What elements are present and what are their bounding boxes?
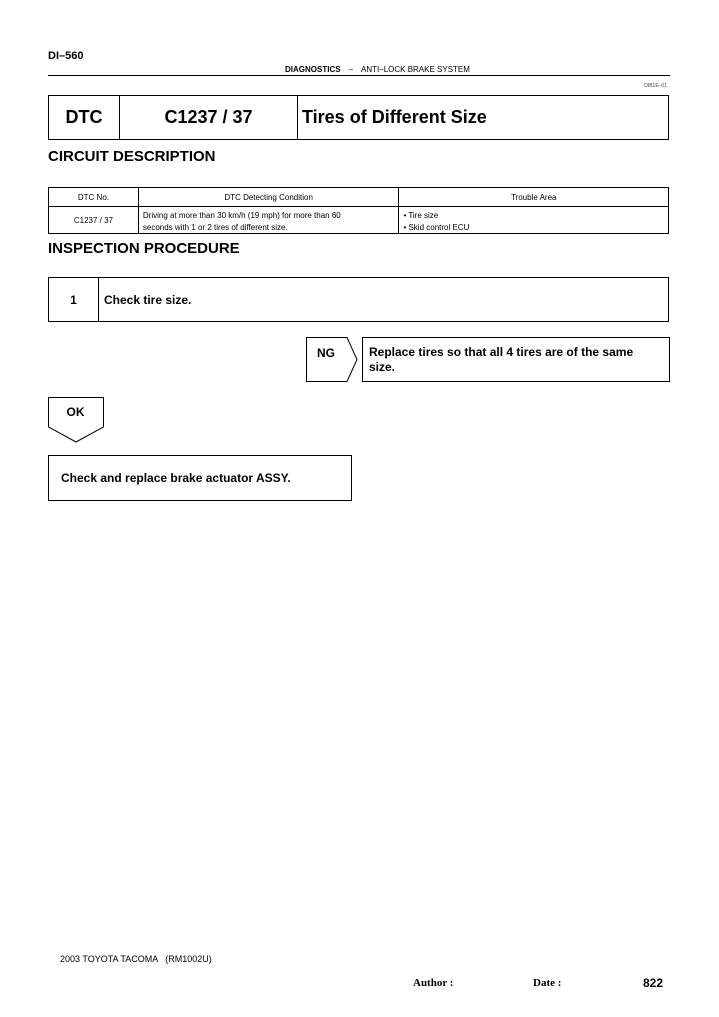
column-header-condition: DTC Detecting Condition: [138, 188, 399, 207]
date-label: Date :: [533, 977, 562, 989]
header-rule: [48, 75, 670, 76]
ng-result-line: size.: [369, 360, 396, 374]
inspection-procedure-heading: INSPECTION PROCEDURE: [48, 240, 240, 257]
footer-page-number: 822: [643, 976, 664, 990]
dtc-label: DTC: [49, 96, 120, 139]
trouble-area-item: • Skid control ECU: [399, 221, 669, 234]
column-header-dtc-no: DTC No.: [49, 188, 139, 207]
author-label: Author :: [413, 977, 454, 989]
dtc-name: Tires of Different Size: [302, 107, 487, 127]
table-header-row: [49, 188, 669, 207]
step-number: 1: [49, 278, 99, 321]
dtc-table: [48, 187, 669, 234]
document-code: DIB1E–01: [644, 83, 667, 89]
ng-result-line: Replace tires so that all 4 tires are of the same: [369, 345, 634, 359]
ng-label: NG: [317, 346, 335, 360]
header-separator: –: [348, 65, 354, 74]
action-box: Check and replace brake actuator ASSY.: [48, 455, 352, 501]
circuit-description-heading: CIRCUIT DESCRIPTION: [48, 148, 216, 165]
condition-line: seconds with 1 or 2 tires of different size.: [138, 221, 399, 234]
step-1-box: [48, 277, 669, 322]
running-header: [285, 65, 470, 74]
table-row: [49, 221, 669, 234]
step-text: Check tire size.: [104, 292, 192, 307]
page-code: DI–560: [48, 50, 84, 62]
ng-result-box: [362, 337, 670, 382]
footer-model: 2003 TOYOTA TACOMA (RM1002U): [60, 954, 212, 964]
section-title: DIAGNOSTICS: [285, 65, 341, 74]
dtc-title-box: [48, 95, 669, 140]
condition-line: Driving at more than 30 km/h (19 mph) for more than 60: [138, 207, 399, 222]
column-header-trouble-area: Trouble Area: [399, 188, 669, 207]
dtc-number-cell: C1237 / 37: [49, 207, 139, 234]
trouble-area-item: • Tire size: [399, 207, 669, 222]
table-row: [49, 207, 669, 222]
system-title: ANTI–LOCK BRAKE SYSTEM: [361, 65, 470, 74]
dtc-code: C1237 / 37: [120, 96, 298, 139]
ok-label: OK: [66, 405, 85, 419]
